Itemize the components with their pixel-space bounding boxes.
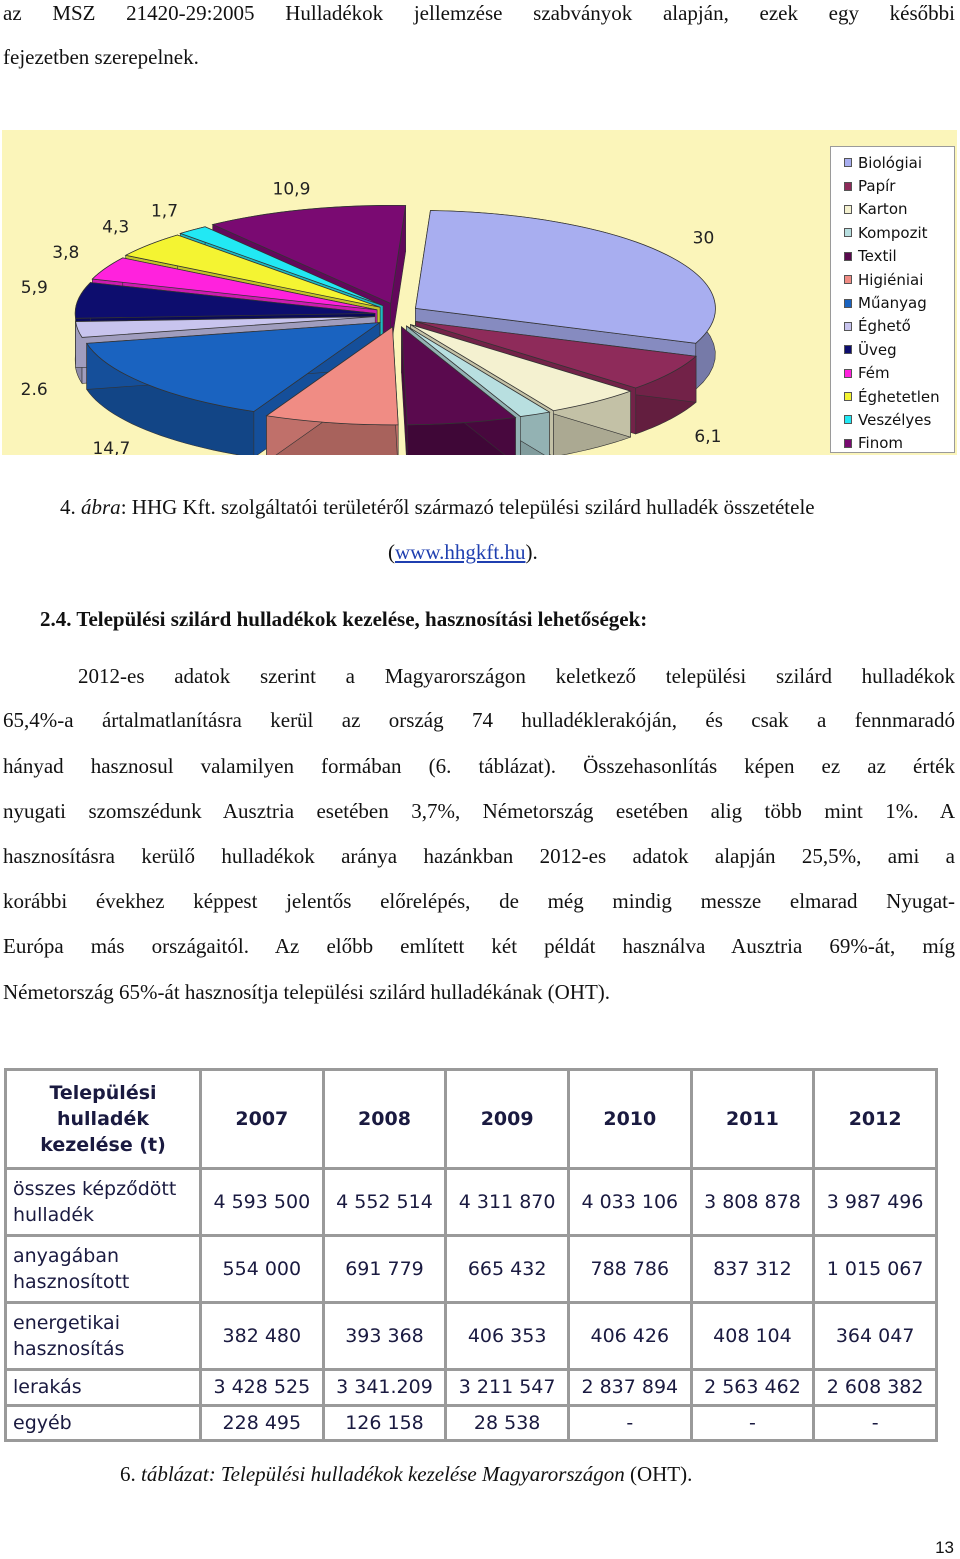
legend-swatch (844, 299, 852, 308)
legend-swatch (844, 182, 852, 191)
table-cell: 3 428 525 (201, 1370, 324, 1405)
table-cell: 2 563 462 (691, 1370, 814, 1405)
section-heading (40, 607, 647, 632)
table-caption-source: (OHT). (624, 1462, 693, 1486)
row-label: energetikai hasznosítás (6, 1303, 201, 1370)
legend-item (844, 408, 954, 431)
legend-label: Műanyag (858, 294, 927, 313)
legend-item (844, 315, 954, 338)
legend-item (844, 338, 954, 361)
legend-item (844, 362, 954, 385)
legend-label: Papír (858, 177, 896, 196)
figure-caption (60, 495, 815, 520)
table-cell: 3 211 547 (446, 1370, 569, 1405)
pie-chart-svg (2, 130, 957, 455)
slice-value-label: 6,1 (694, 427, 722, 448)
table-corner-header: Települési hulladék kezelése (t) (6, 1070, 201, 1169)
legend-swatch (844, 275, 852, 284)
table-header-row (6, 1070, 937, 1169)
legend-label: Textil (858, 247, 897, 266)
legend-item (844, 198, 954, 221)
table-cell: 393 368 (323, 1303, 446, 1370)
table-cell: 28 538 (446, 1405, 569, 1440)
year-header: 2009 (446, 1070, 569, 1169)
legend-swatch (844, 158, 852, 167)
year-header: 2007 (201, 1070, 324, 1169)
table-caption-prefix: 6. (120, 1462, 141, 1486)
paragraph-line-2: 65,4%-a ártalmatlanításra kerül az ország 74 hulladéklerakóján, és csak a fennmaradó (3, 708, 955, 732)
table-row (6, 1370, 937, 1405)
year-header: 2011 (691, 1070, 814, 1169)
legend-label: Karton (858, 200, 908, 219)
page-number: 13 (935, 1538, 954, 1557)
table-caption-label: táblázat (141, 1462, 209, 1486)
row-label: lerakás (6, 1370, 201, 1405)
slice-value-label: 14,7 (92, 438, 131, 455)
section-title: Települési szilárd hulladékok kezelése, hasznosítási lehetőségek: (76, 607, 648, 631)
table-cell: 408 104 (691, 1303, 814, 1370)
paragraph-line-3: hányad hasznosul valamilyen formában (6. táblázat). Összehasonlítás képen ez az érték (3, 754, 955, 778)
legend-label: Fém (858, 364, 890, 383)
figure-caption-label: ábra (81, 495, 121, 519)
table-cell: 406 353 (446, 1303, 569, 1370)
slice-value-label: 5,9 (20, 277, 48, 298)
legend-swatch (844, 415, 852, 424)
table-cell: 406 426 (568, 1303, 691, 1370)
figure-source-open: ( (388, 540, 395, 564)
figure-source (388, 540, 538, 565)
table-caption-text: : Települési hulladékok kezelése Magyar (208, 1462, 548, 1486)
table-cell: 4 593 500 (201, 1168, 324, 1235)
paragraph-line-4: nyugati szomszédunk Ausztria esetében 3,7%, Németország esetében alig több mint 1%. A (3, 799, 955, 823)
slice-value-label: 30 (692, 228, 715, 249)
legend-label: Higiéniai (858, 270, 924, 289)
table-cell: 788 786 (568, 1235, 691, 1302)
legend-label: Finom (858, 434, 903, 453)
legend-item (844, 291, 954, 314)
table-row (6, 1303, 937, 1370)
chart-legend (830, 146, 955, 453)
table-cell: 382 480 (201, 1303, 324, 1370)
intro-line-2: fejezetben szerepelnek. (3, 45, 199, 69)
paragraph-line-7: Európa más országaitól. Az előbb említett két példát használva Ausztria 69%-át, míg (3, 934, 955, 958)
legend-swatch (844, 369, 852, 378)
table-cell: 3 341.209 (323, 1370, 446, 1405)
paragraph-line-5: hasznosításra kerülő hulladékok aránya hazánkban 2012-es adatok alapján 25,5%, ami a (3, 844, 955, 868)
legend-item (844, 385, 954, 408)
pie-chart (2, 130, 957, 455)
table-cell: 3 987 496 (814, 1168, 937, 1235)
waste-management-table (4, 1068, 938, 1442)
year-header: 2008 (323, 1070, 446, 1169)
table-caption (120, 1462, 692, 1487)
legend-item (844, 174, 954, 197)
paragraph-line-6: korábbi évekhez képpest jelentős előrelépés, de még mindig messze elmarad Nyugat- (3, 889, 955, 913)
row-label: egyéb (6, 1405, 201, 1440)
legend-label: Kompozit (858, 223, 928, 242)
table-cell: 554 000 (201, 1235, 324, 1302)
table-caption-tail: országon (547, 1462, 625, 1486)
year-header: 2012 (814, 1070, 937, 1169)
table-cell: 837 312 (691, 1235, 814, 1302)
figure-source-link[interactable]: www.hhgkft.hu (395, 540, 526, 564)
legend-swatch (844, 392, 852, 401)
legend-swatch (844, 228, 852, 237)
paragraph-line-8: Németország 65%-át hasznosítja települési szilárd hulladékának (OHT). (3, 980, 611, 1004)
legend-label: Éghetetlen (858, 387, 940, 406)
legend-item (844, 245, 954, 268)
legend-swatch (844, 205, 852, 214)
table-row (6, 1168, 937, 1235)
year-header: 2010 (568, 1070, 691, 1169)
figure-caption-prefix: 4. (60, 495, 81, 519)
table-cell: - (568, 1405, 691, 1440)
legend-label: Éghető (858, 317, 911, 336)
table-cell: 228 495 (201, 1405, 324, 1440)
table-cell: 3 808 878 (691, 1168, 814, 1235)
legend-item (844, 268, 954, 291)
legend-label: Veszélyes (858, 410, 932, 429)
table-row (6, 1405, 937, 1440)
legend-item (844, 432, 954, 455)
row-label: összes képződött hulladék (6, 1168, 201, 1235)
table-row (6, 1235, 937, 1302)
legend-item (844, 221, 954, 244)
table-cell: - (691, 1405, 814, 1440)
table-cell: 2 837 894 (568, 1370, 691, 1405)
slice-value-label: 1,7 (150, 201, 179, 222)
table-cell: 665 432 (446, 1235, 569, 1302)
figure-source-close: ). (525, 540, 538, 564)
section-number: 2.4. (40, 607, 72, 631)
row-label: anyagában hasznosított (6, 1235, 201, 1302)
slice-value-label: 3,8 (52, 243, 80, 264)
paragraph-line-1: 2012-es adatok szerint a Magyarországon keletkező települési szilárd hulladékok (78, 664, 955, 688)
figure-caption-text: : HHG Kft. szolgáltatói területéről származó települési szilárd hulladék összetétele (120, 495, 815, 519)
legend-item (844, 151, 954, 174)
table-cell: 4 552 514 (323, 1168, 446, 1235)
table-cell: 4 311 870 (446, 1168, 569, 1235)
legend-swatch (844, 322, 852, 331)
table-cell: - (814, 1405, 937, 1440)
table-cell: 364 047 (814, 1303, 937, 1370)
intro-line-1: az MSZ 21420-29:2005 Hulladékok jellemzése szabványok alapján, ezek egy későbbi (3, 1, 955, 25)
table-cell: 1 015 067 (814, 1235, 937, 1302)
table-cell: 126 158 (323, 1405, 446, 1440)
table-cell: 2 608 382 (814, 1370, 937, 1405)
legend-swatch (844, 252, 852, 261)
legend-label: Biológiai (858, 153, 923, 172)
table-cell: 691 779 (323, 1235, 446, 1302)
slice-value-label: 2.6 (20, 379, 48, 400)
legend-swatch (844, 345, 852, 354)
legend-label: Üveg (858, 340, 897, 359)
table-cell: 4 033 106 (568, 1168, 691, 1235)
slice-value-label: 4,3 (102, 217, 130, 238)
legend-swatch (844, 439, 852, 448)
slice-value-label: 10,9 (272, 179, 311, 200)
